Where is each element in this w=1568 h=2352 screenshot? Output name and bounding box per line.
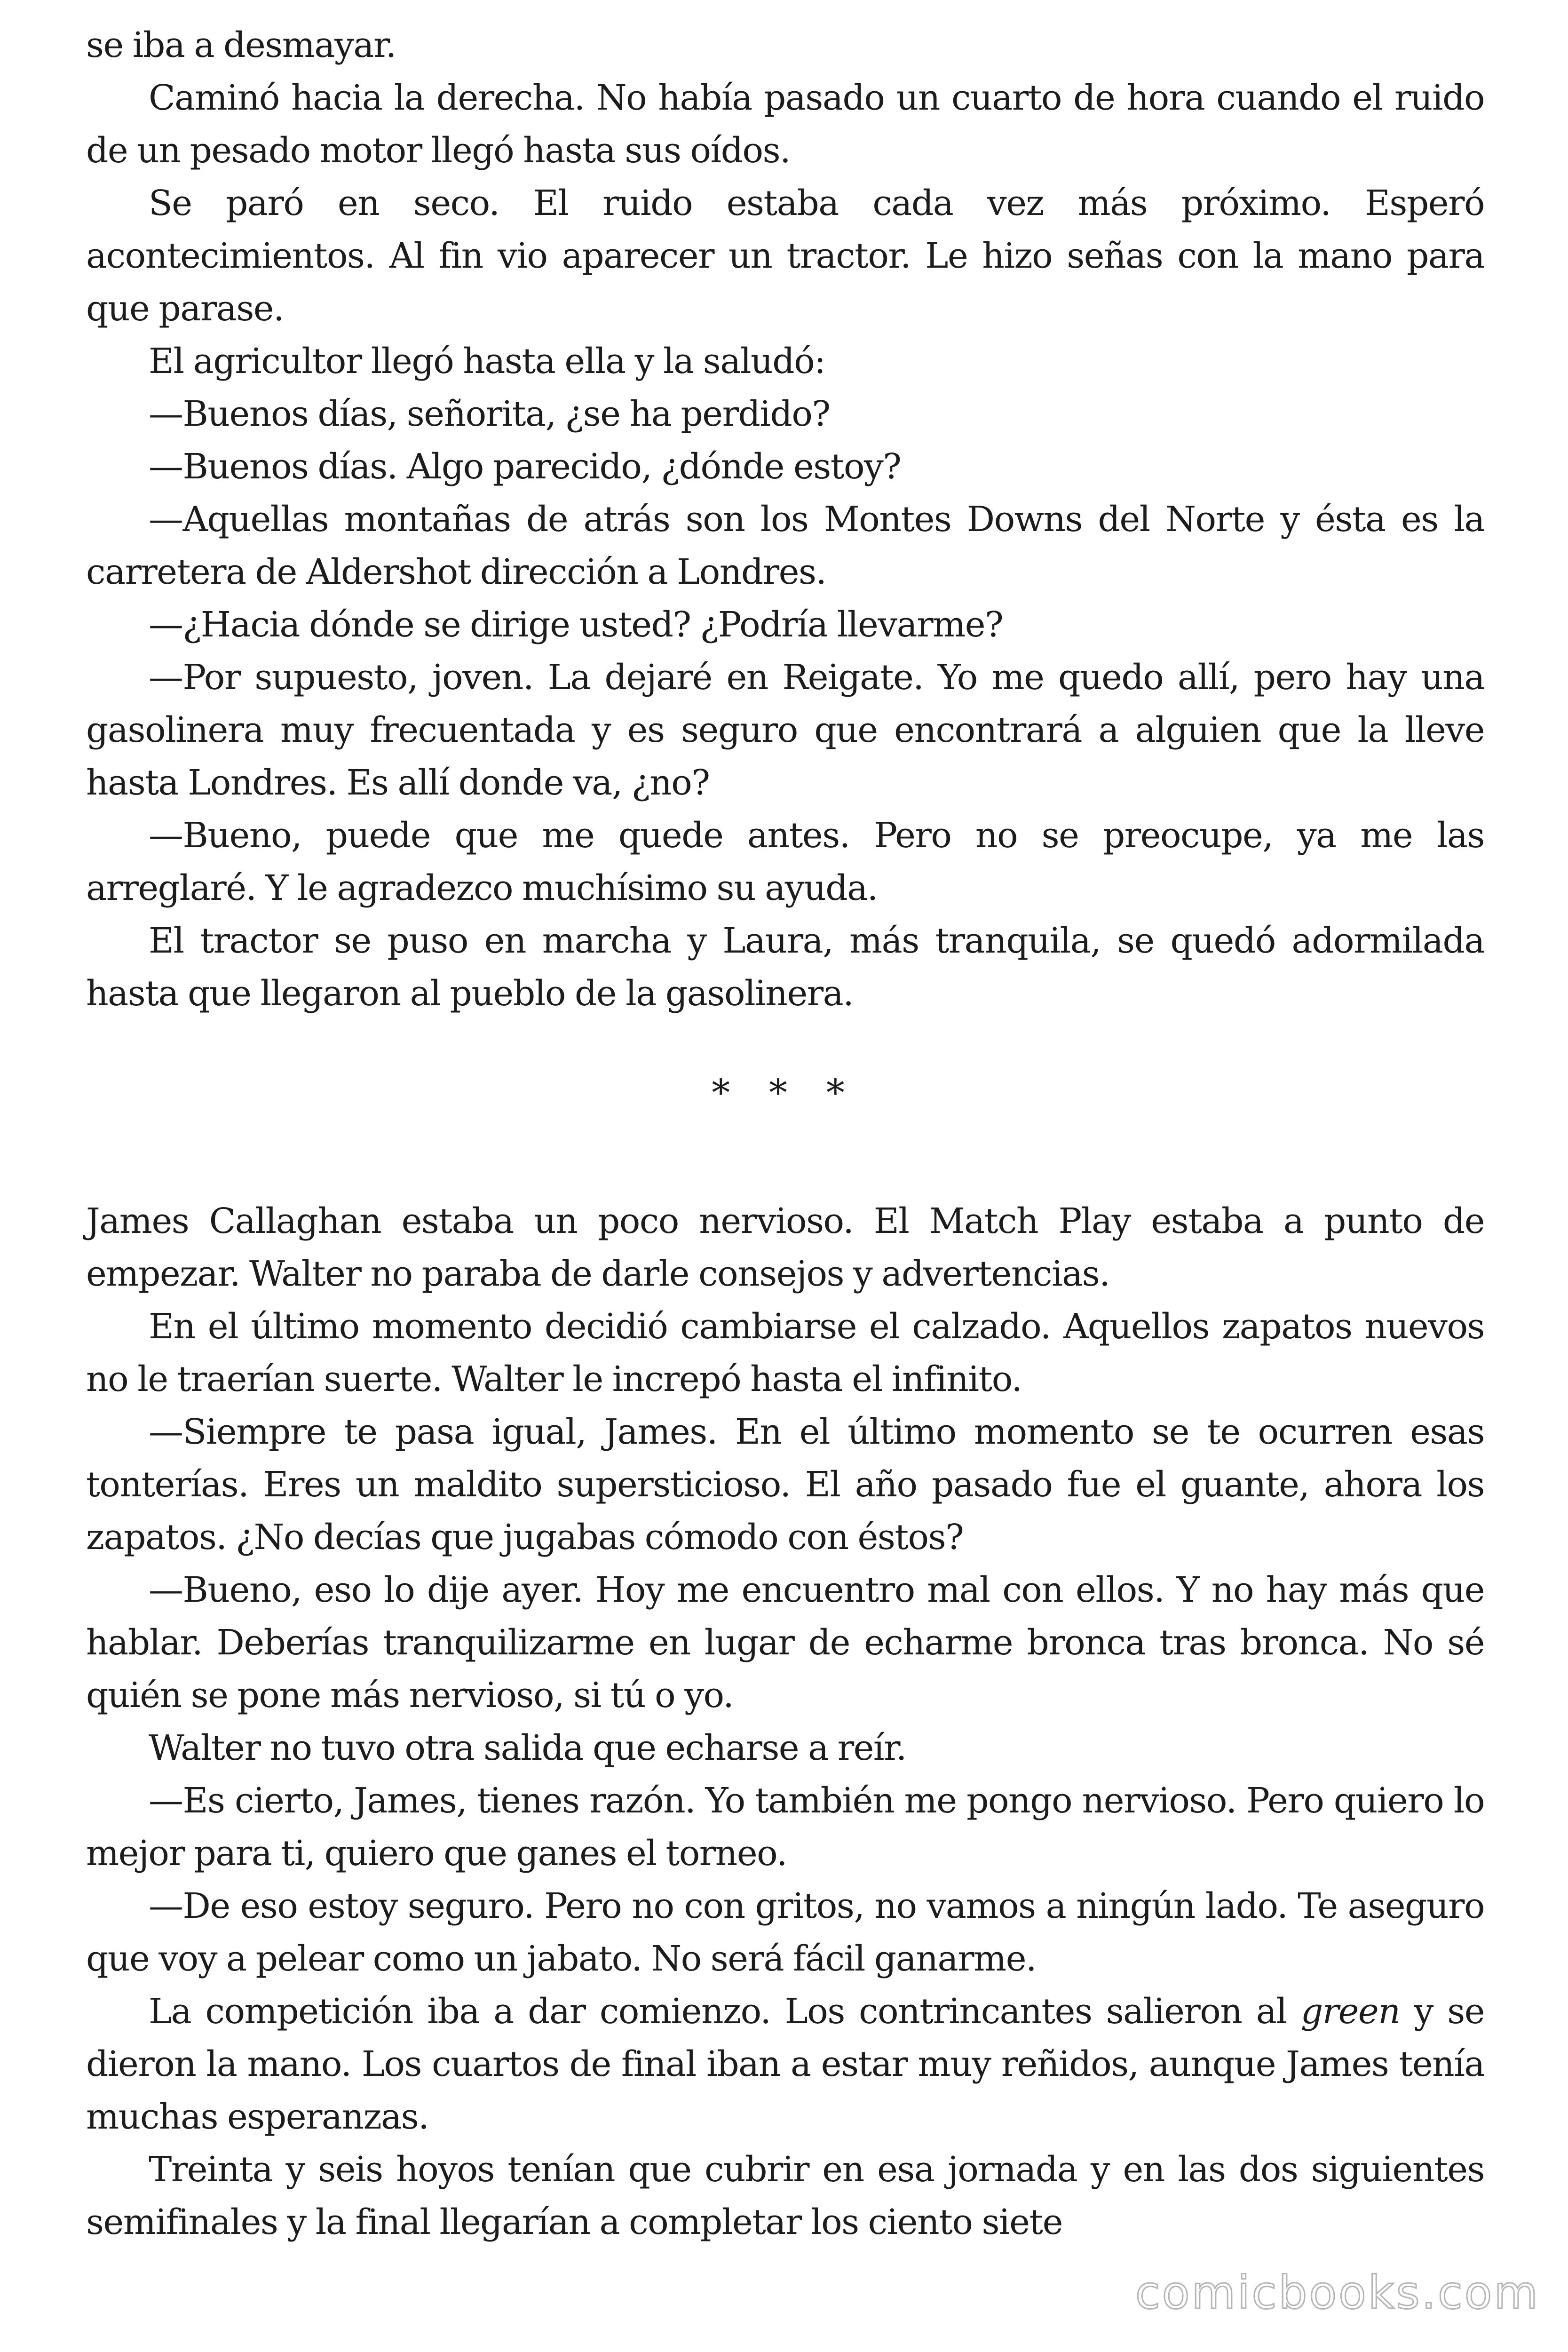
- paragraph: En el último momento decidió cambiarse el calzado. Aquellos zapatos nuevos no le traerían suerte. Walter le increpó hasta el infinito.: [86, 1306, 1484, 1399]
- dialogue-line: —Siempre te pasa igual, James. En el último momento se te ocurren esas tonterías. Eres un maldito supersticioso. El año pasado fue el guante, ahora los zapatos. ¿No decías que jugabas cómodo con éstos?: [86, 1412, 1484, 1557]
- paragraph: El agricultor llegó hasta ella y la saludó:: [149, 341, 825, 381]
- paragraph: Walter no tuvo otra salida que echarse a reír.: [149, 1728, 906, 1768]
- paragraph-last: Treinta y seis hoyos tenían que cubrir en esa jornada y en las dos siguientes semifinales y la final llegarían a completar los ciento siete: [86, 2149, 1484, 2242]
- dialogue-line: —Por supuesto, joven. La dejaré en Reigate. Yo me quedo allí, pero hay una gasolinera muy frecuentada y es seguro que encontrará a alguien que la lleve hasta Londres. Es allí donde va, ¿no?: [86, 657, 1484, 803]
- watermark-logo: comicbooks.com: [1135, 2266, 1540, 2319]
- paragraph: Se paró en seco. El ruido estaba cada vez más próximo. Esperó acontecimientos. Al fin vio aparecer un tractor. Le hizo señas con la mano para que parase.: [86, 183, 1484, 329]
- dialogue-line: —Aquellas montañas de atrás son los Montes Downs del Norte y ésta es la carretera de Aldershot dirección a Londres.: [86, 499, 1484, 592]
- dialogue-line: —¿Hacia dónde se dirige usted? ¿Podría llevarme?: [149, 604, 1003, 645]
- book-page: [86, 19, 1484, 2249]
- paragraph: [86, 1985, 1484, 2143]
- dialogue-line: —Bueno, eso lo dije ayer. Hoy me encuentro mal con ellos. Y no hay más que hablar. Deberías tranquilizarme en lugar de echarme bronca tras bronca. No sé quién se pone más nervioso, si tú o yo.: [86, 1570, 1484, 1716]
- dialogue-line: —Bueno, puede que me quede antes. Pero no se preocupe, ya me las arreglaré. Y le agradezco muchísimo su ayuda.: [86, 815, 1484, 908]
- text-run: La competición iba a dar comienzo. Los contrincantes salieron al: [149, 1991, 1301, 2032]
- dialogue-line: —Buenos días. Algo parecido, ¿dónde estoy?: [149, 446, 901, 487]
- paragraph-scene-start: James Callaghan estaba un poco nervioso. El Match Play estaba a punto de empezar. Walter no paraba de darle consejos y advertencias.: [86, 1201, 1484, 1294]
- dialogue-line: —De eso estoy seguro. Pero no con gritos, no vamos a ningún lado. Te aseguro que voy a pelear como un jabato. No será fácil ganarme.: [86, 1886, 1484, 1979]
- italic-term: green: [1300, 1991, 1400, 2032]
- text-run: y se dieron la mano. Los cuartos de final iban a estar muy reñidos, aunque James tenía muchas esperanzas.: [86, 1991, 1484, 2137]
- scene-break: * * *: [712, 1072, 859, 1114]
- paragraph: Caminó hacia la derecha. No había pasado un cuarto de hora cuando el ruido de un pesado motor llegó hasta sus oídos.: [86, 78, 1484, 171]
- paragraph-continuation: se iba a desmayar.: [86, 25, 396, 65]
- dialogue-line: —Buenos días, señorita, ¿se ha perdido?: [149, 394, 830, 434]
- paragraph: El tractor se puso en marcha y Laura, más tranquila, se quedó adormilada hasta que llegaron al pueblo de la gasolinera.: [86, 921, 1484, 1014]
- dialogue-line: —Es cierto, James, tienes razón. Yo también me pongo nervioso. Pero quiero lo mejor para ti, quiero que ganes el torneo.: [86, 1780, 1484, 1874]
